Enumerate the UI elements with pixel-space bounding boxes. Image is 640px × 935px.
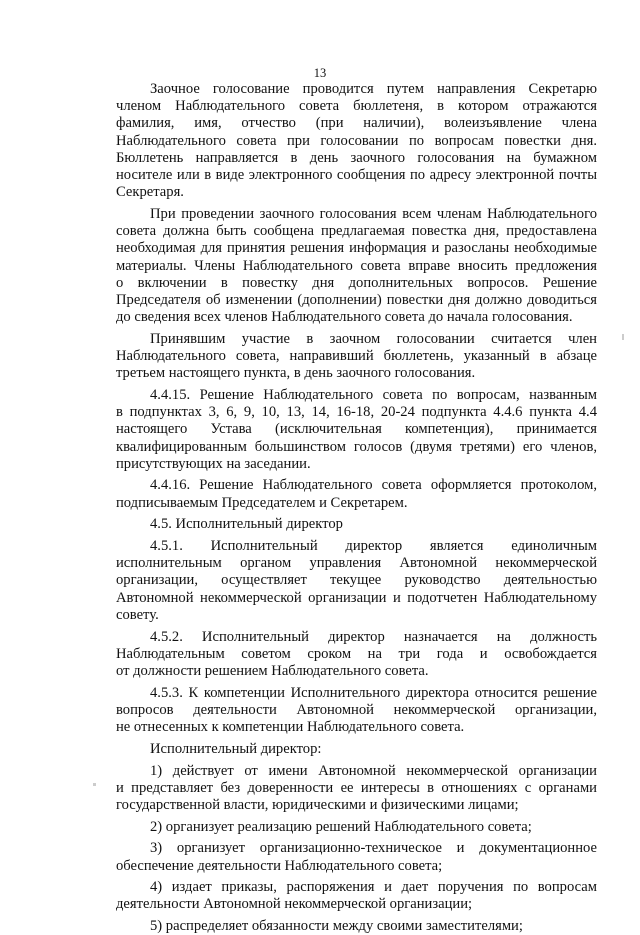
text-line: Секретаря. (116, 184, 184, 201)
text-line: квалифицированным большинством голосов (двумя третями) его членов, (116, 438, 597, 455)
text-line: 2) организует реализацию решений Наблюдательного совета; (150, 818, 532, 835)
paragraph (116, 741, 597, 758)
text-line: Наблюдательного совета при голосовании по вопросам повестки дня. (116, 132, 597, 149)
text-line: членом Наблюдательного совета бюллетеня, в котором отражаются (116, 98, 597, 115)
text-line: третьем настоящего пункта, в день заочного голосования. (116, 365, 476, 382)
paragraph (116, 81, 597, 201)
paragraph (116, 206, 597, 326)
text-line: Наблюдательного совета, направивший бюллетень, указанный в абзаце (116, 348, 597, 365)
text-line: Исполнительный директор: (150, 740, 322, 757)
text-line: Наблюдательным советом сроком на три года и освобождается (116, 645, 597, 662)
page-number: 13 (313, 66, 327, 80)
text-line: вопросов деятельности Автономной некоммерческой организации, (116, 701, 597, 718)
text-line: организации, осуществляет текущее руководство деятельностью (116, 572, 597, 589)
text-line: 4.5.2. Исполнительный директор назначается на должность (150, 628, 597, 645)
paragraph (116, 685, 597, 737)
text-line: и представляет без доверенности ее интересы в отношениях с органами (116, 779, 597, 796)
text-line: совету. (116, 606, 159, 623)
text-line: в подпунктах 3, 6, 9, 10, 13, 14, 16-18, 20-24 подпункта 4.4.6 пункта 4.4 (116, 404, 597, 421)
text-line: настоящего Устава (исключительная компетенция), принимается (116, 421, 597, 438)
text-line: о включении в повестку дня дополнительных вопросов. Решение (116, 274, 597, 291)
text-line: присутствующих на заседании. (116, 455, 311, 472)
text-line: носителе или в виде электронного сообщения по адресу электронной почты (116, 167, 597, 184)
text-line: до сведения всех членов Наблюдательного совета до начала голосования. (116, 309, 573, 326)
paragraph (116, 538, 597, 624)
text-line: 4) издает приказы, распоряжения и дает поручения по вопросам (150, 879, 597, 896)
text-line: 3) организует организационно-техническое и документационное (150, 840, 597, 857)
text-line: 4.5. Исполнительный директор (150, 516, 343, 533)
text-line: 4.4.15. Решение Наблюдательного совета по вопросам, названным (150, 386, 597, 403)
text-line: Бюллетень направляется в день заочного голосования на бумажном (116, 149, 597, 166)
text-line: 5) распределяет обязанности между своими заместителями; (150, 918, 523, 935)
text-line: материалы. Члены Наблюдательного совета вправе вносить предложения (116, 257, 597, 274)
text-line: фамилия, имя, отчество (при наличии), волеизъявление члена (116, 115, 597, 132)
scan-artifact (93, 783, 96, 786)
paragraph (116, 819, 597, 836)
scan-artifact (622, 334, 624, 340)
paragraph (116, 477, 597, 511)
text-line: Заочное голосование проводится путем направления Секретарю (150, 81, 597, 97)
text-line: исполнительным органом управления Автономной некоммерческой (116, 555, 597, 572)
text-line: 4.4.16. Решение Наблюдательного совета оформляется протоколом, (150, 477, 597, 494)
text-line: При проведении заочного голосования всем членам Наблюдательного (150, 205, 597, 222)
text-line: подписываемым Председателем и Секретарем. (116, 494, 408, 511)
text-line: не отнесенных к компетенции Наблюдательного совета. (116, 719, 465, 736)
paragraph (116, 629, 597, 681)
paragraph (116, 918, 597, 935)
text-line: 4.5.3. К компетенции Исполнительного директора относится решение (150, 684, 597, 701)
text-line: деятельности Автономной некоммерческой организации; (116, 896, 473, 913)
text-line: государственной власти, юридическими и физическими лицами; (116, 796, 519, 813)
paragraph (116, 763, 597, 815)
text-line: обеспечение деятельности Наблюдательного совета; (116, 857, 443, 874)
text-line: необходимая для принятия решения информация и разосланы необходимые (116, 240, 597, 257)
text-line: Председателя об изменении (дополнении) повестки дня должно доводиться (116, 291, 597, 308)
text-line: совета должна быть сообщена предлагаемая повестка дня, предоставлена (116, 223, 597, 240)
text-line: Автономной некоммерческой организации и подотчетен Наблюдательному (116, 589, 597, 606)
paragraph (116, 840, 597, 874)
text-line: 1) действует от имени Автономной некоммерческой организации (150, 762, 597, 779)
text-line: 4.5.1. Исполнительный директор является единоличным (150, 538, 597, 555)
paragraph (116, 387, 597, 473)
paragraph (116, 879, 597, 913)
paragraph (116, 331, 597, 383)
text-line: Принявшим участие в заочном голосовании считается член (150, 330, 597, 347)
document-body (116, 81, 597, 935)
paragraph (116, 516, 597, 533)
text-line: от должности решением Наблюдательного совета. (116, 663, 429, 679)
